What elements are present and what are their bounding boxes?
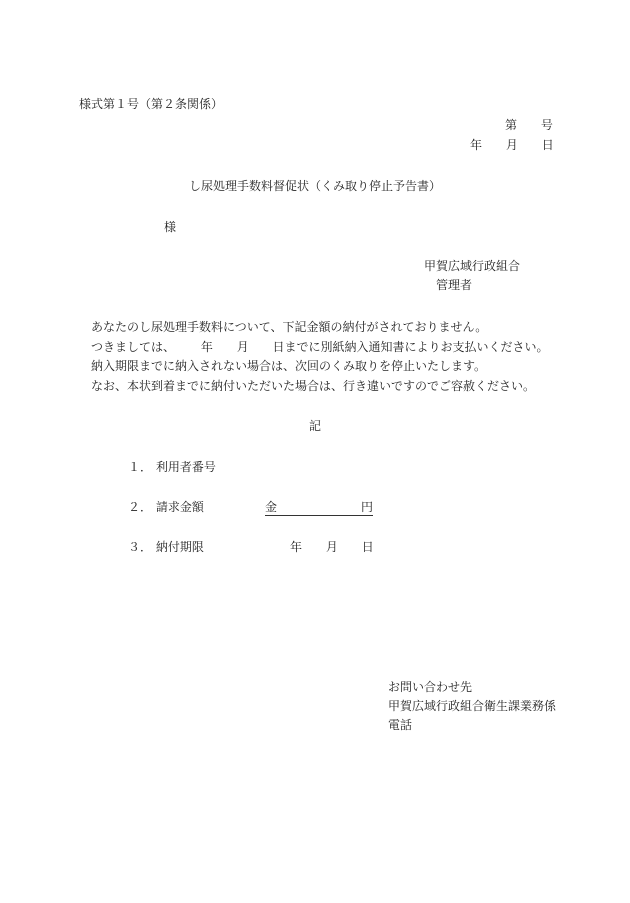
item-user-number [128, 459, 216, 475]
item-billing-amount [128, 499, 204, 515]
payment-month: 月 [236, 340, 249, 354]
item-label: 請求金額 [155, 500, 204, 514]
contact-phone-label: 電話 [388, 718, 413, 732]
body-line-2-suffix: 日までに別紙納入通知書によりお支払いください。 [272, 340, 549, 354]
item-payment-deadline [128, 539, 204, 555]
item-number: ３． [128, 540, 153, 554]
issuer-role: 管理者 [436, 278, 473, 292]
amount-field [265, 499, 373, 516]
deadline-year: 年 [290, 540, 303, 554]
body-line-4: なお、本状到着までに納付いただいた場合は、行き違いですのでご容赦ください。 [91, 379, 536, 393]
deadline-day: 日 [361, 540, 374, 554]
contact-heading: お問い合わせ先 [388, 680, 473, 694]
document-title: し尿処理手数料督促状（くみ取り停止予告書） [189, 179, 442, 193]
body-line-2 [91, 339, 549, 355]
number-prefix: 第 [505, 118, 518, 132]
amount-prefix: 金 [265, 500, 278, 514]
issue-year: 年 [470, 138, 483, 152]
item-number: １． [128, 460, 153, 474]
form-label: 様式第１号（第２条関係） [79, 97, 224, 111]
issue-date [470, 137, 554, 153]
issue-month: 月 [505, 138, 518, 152]
issuer-organization: 甲賀広域行政組合 [424, 259, 521, 273]
issue-day: 日 [541, 138, 554, 152]
item-label: 利用者番号 [155, 460, 216, 474]
item-number: ２． [128, 500, 153, 514]
body-line-2-prefix: つきましては、 [91, 340, 176, 354]
amount-suffix: 円 [360, 500, 373, 514]
contact-department: 甲賀広域行政組合衛生課業務係 [388, 699, 557, 713]
document-number [505, 117, 553, 133]
body-line-3: 納入期限までに納入されない場合は、次回のくみ取りを停止いたします。 [91, 359, 487, 373]
number-suffix: 号 [540, 118, 553, 132]
payment-year: 年 [200, 340, 213, 354]
deadline-date [290, 539, 374, 555]
body-line-1: あなたのし尿処理手数料について、下記金額の納付がされておりません。 [91, 320, 488, 334]
addressee-suffix: 様 [164, 220, 177, 234]
ki-heading: 記 [309, 419, 322, 433]
item-label: 納付期限 [155, 540, 204, 554]
deadline-month: 月 [325, 540, 338, 554]
